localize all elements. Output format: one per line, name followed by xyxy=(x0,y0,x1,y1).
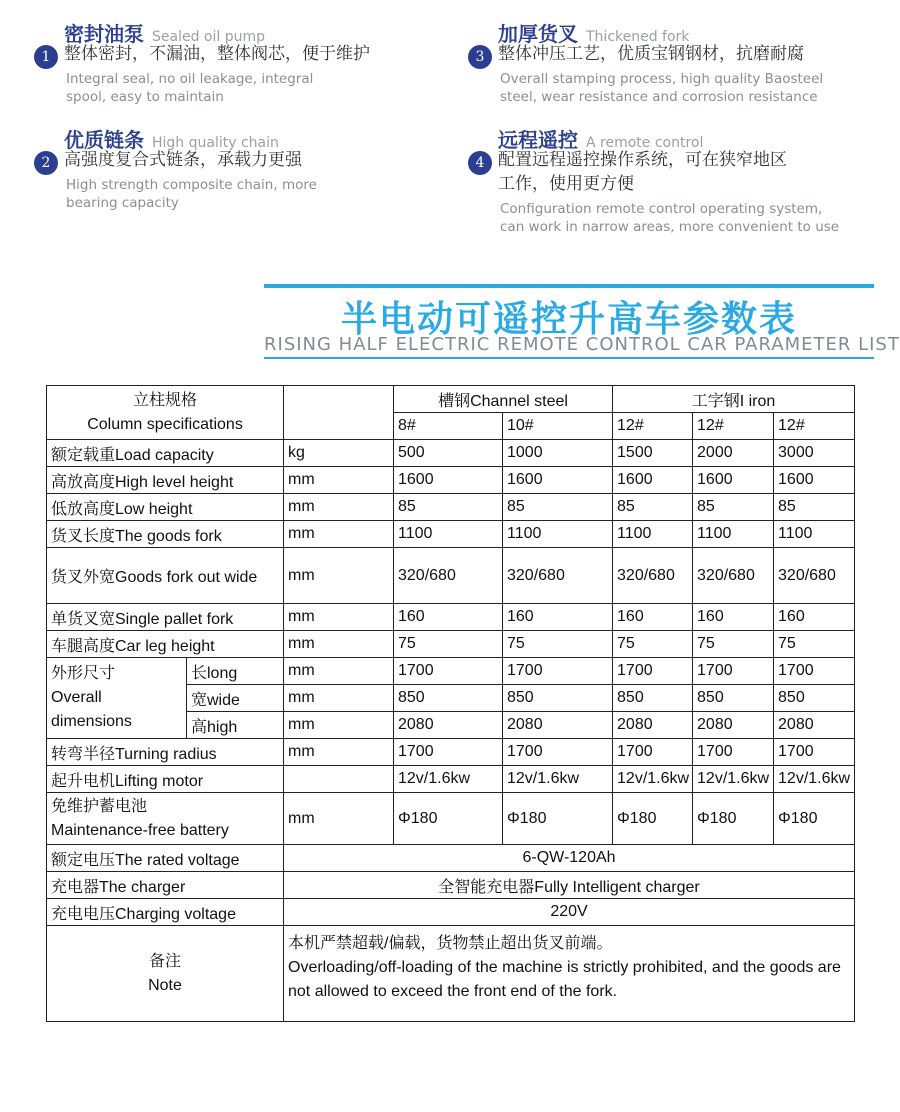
note-label-en: Note xyxy=(148,976,182,994)
row-value: 1700 xyxy=(394,658,503,685)
row-label: 货叉长度The goods fork xyxy=(47,521,284,548)
feature-title-en: A remote control xyxy=(586,135,704,151)
row-label: 车腿高度Car leg height xyxy=(47,631,284,658)
title-divider-bottom xyxy=(264,357,874,359)
feature-desc-en-line: bearing capacity xyxy=(66,195,179,211)
row-value: 850 xyxy=(503,685,613,712)
row-value-merged: 全智能充电器Fully Intelligent charger xyxy=(284,872,855,899)
table-row xyxy=(47,521,855,548)
row-value: 1700 xyxy=(774,739,855,766)
row-value: 850 xyxy=(693,685,774,712)
table-row-note xyxy=(47,926,855,1022)
table-row xyxy=(47,494,855,521)
row-unit: mm xyxy=(284,548,394,604)
row-unit: mm xyxy=(284,631,394,658)
row-unit xyxy=(284,766,394,793)
row-value: 2080 xyxy=(503,712,613,739)
row-value: 2080 xyxy=(394,712,503,739)
feature-title-cn: 密封油泵 xyxy=(64,22,144,46)
row-value: 1700 xyxy=(774,658,855,685)
row-unit: mm xyxy=(284,712,394,739)
row-value: 2080 xyxy=(774,712,855,739)
number-badge-icon: 2 xyxy=(34,151,58,175)
row-value: 2080 xyxy=(613,712,693,739)
row-unit: mm xyxy=(284,685,394,712)
row-value: 1500 xyxy=(613,440,693,467)
row-label: 单货叉宽Single pallet fork xyxy=(47,604,284,631)
row-value: 12v/1.6kw xyxy=(394,766,503,793)
note-text-cn: 本机严禁超载/偏载，货物禁止超出货叉前端。 xyxy=(288,935,613,952)
model-cell: 12# xyxy=(774,413,855,440)
feature-desc-cn: 整体密封，不漏油，整体阀芯，便于维护 xyxy=(64,44,370,64)
row-label: 低放高度Low height xyxy=(47,494,284,521)
row-label: 转弯半径Turning radius xyxy=(47,739,284,766)
feature-title-en: Thickened fork xyxy=(586,29,690,45)
feature-desc-en-line: Integral seal, no oil leakage, integral xyxy=(66,71,314,87)
row-unit: kg xyxy=(284,440,394,467)
table-row-motor xyxy=(47,766,855,793)
row-value: 12v/1.6kw xyxy=(693,766,774,793)
feature-title-en: Sealed oil pump xyxy=(152,29,265,45)
row-value: Φ180 xyxy=(613,793,693,845)
number-badge-icon: 3 xyxy=(468,45,492,69)
note-text-en: Overloading/off-loading of the machine is strictly prohibited, and the goods are not allowed to exceed the front end of the fork. xyxy=(288,959,841,1000)
row-value: 1700 xyxy=(394,739,503,766)
feature-desc-cn: 工作，使用更方便 xyxy=(498,174,634,194)
row-label: 起升电机Lifting motor xyxy=(47,766,284,793)
row-unit: mm xyxy=(284,467,394,494)
row-label: 额定载重Load capacity xyxy=(47,440,284,467)
row-value: 75 xyxy=(613,631,693,658)
row-unit: mm xyxy=(284,658,394,685)
row-value: 1100 xyxy=(693,521,774,548)
row-value: 1600 xyxy=(503,467,613,494)
table-row xyxy=(47,631,855,658)
note-label-cell xyxy=(47,926,284,1022)
feature-title-en: High quality chain xyxy=(152,135,279,151)
feature-desc-en-line: spool, easy to maintain xyxy=(66,89,224,105)
row-value: 320/680 xyxy=(394,548,503,604)
spec-header-cell xyxy=(47,386,284,440)
row-value: 75 xyxy=(503,631,613,658)
number-badge-icon: 1 xyxy=(34,45,58,69)
table-row-turning xyxy=(47,739,855,766)
row-value: 500 xyxy=(394,440,503,467)
feature-desc-en-line: Configuration remote control operating system, xyxy=(500,201,823,217)
row-label: 高放高度High level height xyxy=(47,467,284,494)
row-value: 85 xyxy=(394,494,503,521)
table-row-charging-voltage xyxy=(47,899,855,926)
table-row-charger xyxy=(47,872,855,899)
row-unit: mm xyxy=(284,793,394,845)
row-value: 850 xyxy=(394,685,503,712)
row-value: Φ180 xyxy=(774,793,855,845)
overall-dimensions-label xyxy=(47,658,187,739)
row-value: 12v/1.6kw xyxy=(613,766,693,793)
row-value: 75 xyxy=(394,631,503,658)
row-value: 1600 xyxy=(693,467,774,494)
table-row-battery xyxy=(47,793,855,845)
title-divider-top xyxy=(264,284,874,288)
overall-label-en: dimensions xyxy=(51,713,132,730)
row-value: 1700 xyxy=(693,658,774,685)
row-value: 320/680 xyxy=(774,548,855,604)
row-label: 充电器The charger xyxy=(47,872,284,899)
row-value: 85 xyxy=(774,494,855,521)
row-unit: mm xyxy=(284,739,394,766)
note-text-cell xyxy=(284,926,855,1022)
row-value: 1700 xyxy=(613,658,693,685)
row-value: 160 xyxy=(503,604,613,631)
row-value: 1700 xyxy=(613,739,693,766)
row-value-merged: 220V xyxy=(284,899,855,926)
feature-desc-en-line: can work in narrow areas, more convenient to use xyxy=(500,219,840,235)
row-value: 1100 xyxy=(503,521,613,548)
table-row xyxy=(47,604,855,631)
row-label: 额定电压The rated voltage xyxy=(47,845,284,872)
row-value: 75 xyxy=(774,631,855,658)
feature-desc-en-line: steel, wear resistance and corrosion resistance xyxy=(500,89,818,105)
model-cell: 12# xyxy=(613,413,693,440)
row-value: Φ180 xyxy=(503,793,613,845)
table-header-row xyxy=(47,386,855,413)
row-value: 1100 xyxy=(394,521,503,548)
row-value-merged: 6-QW-120Ah xyxy=(284,845,855,872)
row-value: 2080 xyxy=(693,712,774,739)
table-row xyxy=(47,440,855,467)
spec-header-cn: 立柱规格 xyxy=(132,391,197,409)
row-value: 1700 xyxy=(693,739,774,766)
sub-label: 长long xyxy=(187,658,284,685)
feature-desc-en-line: Overall stamping process, high quality Baosteel xyxy=(500,71,824,87)
model-cell: 12# xyxy=(693,413,774,440)
row-value: 1100 xyxy=(613,521,693,548)
row-unit: mm xyxy=(284,494,394,521)
group-header-i-iron: 工字钢I iron xyxy=(613,386,855,413)
row-value: 85 xyxy=(693,494,774,521)
overall-label-cn: 外形尺寸 xyxy=(51,665,116,682)
model-cell: 10# xyxy=(503,413,613,440)
feature-desc-cn: 配置远程遥控操作系统，可在狭窄地区 xyxy=(498,150,787,170)
parameter-table xyxy=(46,385,855,1022)
feature-desc-cn: 整体冲压工艺，优质宝钢钢材，抗磨耐腐 xyxy=(498,44,804,64)
row-value: 1700 xyxy=(503,739,613,766)
row-value: Φ180 xyxy=(693,793,774,845)
row-value: 160 xyxy=(613,604,693,631)
row-value: 1100 xyxy=(774,521,855,548)
battery-label-cell xyxy=(47,793,284,845)
unit-header-cell xyxy=(284,386,394,440)
row-value: 1600 xyxy=(774,467,855,494)
row-value: 850 xyxy=(774,685,855,712)
row-value: 3000 xyxy=(774,440,855,467)
number-badge-icon: 4 xyxy=(468,151,492,175)
row-value: 2000 xyxy=(693,440,774,467)
row-unit: mm xyxy=(284,604,394,631)
row-value: 1600 xyxy=(394,467,503,494)
table-row-overall-long xyxy=(47,658,855,685)
row-value: 160 xyxy=(693,604,774,631)
row-value: 320/680 xyxy=(613,548,693,604)
row-value: Φ180 xyxy=(394,793,503,845)
battery-label-cn: 免维护蓄电池 xyxy=(51,797,148,815)
table-row xyxy=(47,467,855,494)
overall-label-en: Overall xyxy=(51,689,102,706)
feature-desc-en-line: High strength composite chain, more xyxy=(66,177,317,193)
row-value: 1700 xyxy=(503,658,613,685)
feature-title-cn: 优质链条 xyxy=(64,128,144,152)
sub-label: 高high xyxy=(187,712,284,739)
row-value: 320/680 xyxy=(503,548,613,604)
group-header-channel-steel: 槽钢Channel steel xyxy=(394,386,613,413)
table-row-voltage xyxy=(47,845,855,872)
row-value: 75 xyxy=(693,631,774,658)
row-unit: mm xyxy=(284,521,394,548)
row-value: 12v/1.6kw xyxy=(503,766,613,793)
model-cell: 8# xyxy=(394,413,503,440)
row-label: 货叉外宽Goods fork out wide xyxy=(47,548,284,604)
battery-label-en: Maintenance-free battery xyxy=(51,821,229,839)
row-value: 160 xyxy=(394,604,503,631)
section-title-cn: 半电动可遥控升高车参数表 xyxy=(340,299,797,340)
row-value: 850 xyxy=(613,685,693,712)
feature-title-cn: 远程遥控 xyxy=(498,128,578,152)
row-value: 1000 xyxy=(503,440,613,467)
row-label: 充电电压Charging voltage xyxy=(47,899,284,926)
row-value: 160 xyxy=(774,604,855,631)
table-row xyxy=(47,548,855,604)
feature-title-cn: 加厚货叉 xyxy=(498,22,578,46)
row-value: 85 xyxy=(613,494,693,521)
sub-label: 宽wide xyxy=(187,685,284,712)
row-value: 1600 xyxy=(613,467,693,494)
row-value: 12v/1.6kw xyxy=(774,766,855,793)
row-value: 320/680 xyxy=(693,548,774,604)
section-title-en: RISING HALF ELECTRIC REMOTE CONTROL CAR PARAMETER LIST xyxy=(264,334,900,355)
note-label-cn: 备注 xyxy=(148,952,181,970)
feature-desc-cn: 高强度复合式链条，承载力更强 xyxy=(64,150,302,170)
spec-header-en: Column specifications xyxy=(87,415,243,433)
row-value: 85 xyxy=(503,494,613,521)
